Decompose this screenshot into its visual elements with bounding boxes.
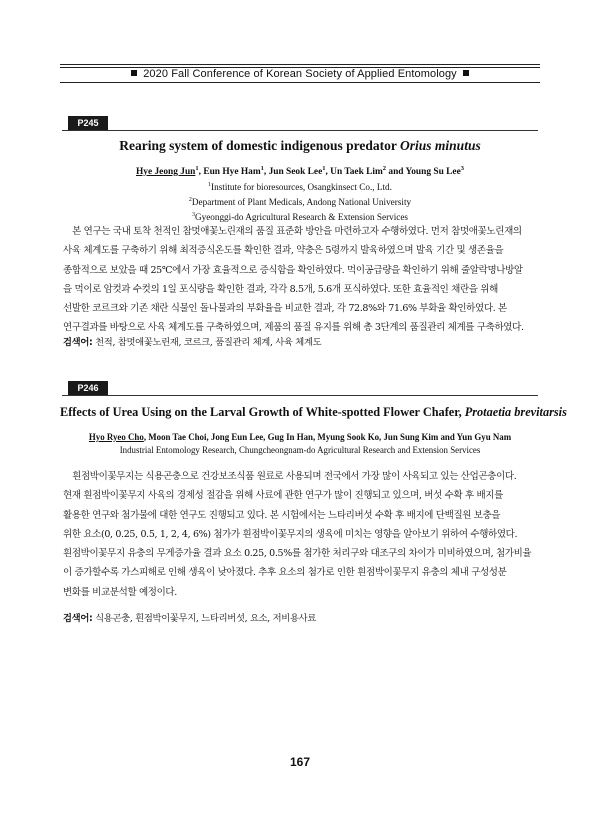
presenting-author: Hye Jeong Jun xyxy=(136,167,196,178)
affil-mark: 1 xyxy=(322,165,326,172)
body-line: 위한 요소(0, 0.25, 0.5, 1, 2, 4, 6%) 첨가가 흰점박이꽃무지의 생육에 미치는 영향을 알아보기 위하여 수행하였다. xyxy=(63,528,518,540)
abstract-title xyxy=(60,138,540,154)
affiliation-line xyxy=(60,194,540,209)
abstract-tag: P246 xyxy=(68,381,108,395)
affil-mark: 2 xyxy=(188,197,192,204)
affil-mark: 1 xyxy=(195,165,199,172)
keywords-text: 천적, 참멋애꽃노린재, 코르크, 품질관리 체계, 사육 체계도 xyxy=(92,337,322,348)
species-name: Protaetia brevitarsis xyxy=(464,405,567,419)
header-rule-top xyxy=(60,64,540,65)
section-rule xyxy=(62,395,538,396)
keywords-label: 검색어: xyxy=(63,613,93,624)
body-line: 연구결과를 바탕으로 사육 체계도를 구축하였으며, 제품의 품질 유지를 위해 총 3단계의 품질관리 체계를 구축하였다. xyxy=(63,322,524,334)
body-line: 을 먹이로 암컷과 수컷의 1일 포식량을 확인한 결과, 각각 8.5개, 5.6개 포식하였다. 또한 효율적인 채란을 위해 xyxy=(63,283,498,295)
keywords-label: 검색어: xyxy=(63,337,93,348)
header-rule-bottom xyxy=(60,82,540,83)
affiliation-line xyxy=(60,444,540,457)
title-text: Effects of Urea Using on the Larval Growth of White-spotted Flower Chafer, xyxy=(60,405,465,419)
affil-mark: 3 xyxy=(460,165,464,172)
body-line: 종합적으로 보았을 때 25℃에서 가장 효율적으로 증식함을 확인하였다. 먹이공급량을 확인하기 위해 줄알락명나방알 xyxy=(63,264,523,276)
abstract-body xyxy=(63,222,539,338)
author: , Jun Seok Lee xyxy=(263,167,323,178)
author: , Un Taek Lim xyxy=(325,167,383,178)
author: , Eun Hye Ham xyxy=(198,167,261,178)
square-bullet-icon xyxy=(131,70,137,76)
affiliation-text: Institute for bioresources, Osangkinsect Co., Ltd. xyxy=(211,182,392,193)
body-line: 현재 흰점박이꽃무지 사육의 경제성 절감을 위해 사료에 관한 연구가 많이 진행되고 있으며, 버섯 수확 후 배지를 xyxy=(63,490,503,502)
affiliations xyxy=(60,179,540,224)
square-bullet-icon xyxy=(463,70,469,76)
affil-mark: 3 xyxy=(191,212,195,219)
author: , Moon Tae Choi, Jong Eun Lee, Gug In Han, Myung Sook Ko, Jun Sung Kim and Yun Gyu Nam xyxy=(143,432,512,442)
affiliation-line xyxy=(60,179,540,194)
affil-mark: 1 xyxy=(208,182,212,188)
body-line: 활용한 연구와 첨가물에 대한 연구도 진행되고 있다. 본 시험에서는 느타리버섯 수확 후 배지에 단백질원 보충을 xyxy=(63,509,501,521)
author: and Young Su Lee xyxy=(386,167,461,178)
body-line: 흰점박이꽃무지는 식용곤충으로 건강보조식품 원료로 사용되며 전국에서 가장 많이 사육되고 있는 산업곤충이다. xyxy=(63,471,517,482)
affil-mark: 2 xyxy=(382,165,387,172)
body-line: 사육 체계도를 구축하기 위해 최적증식온도를 확인한 결과, 약충은 5령까지 발육하였으며 발육 기간 및 생존율을 xyxy=(63,245,504,257)
author-list xyxy=(60,163,540,178)
presenting-author: Hyo Ryeo Cho xyxy=(88,432,144,442)
abstract-title xyxy=(60,404,567,420)
abstract-body xyxy=(63,467,539,602)
page-number: 167 xyxy=(289,755,311,769)
body-line: 본 연구는 국내 토착 천적인 참멋애꽃노린재의 품질 표준화 방안을 마련하고자 수행하였다. 먼저 참멋애꽃노린재의 xyxy=(63,226,522,237)
affiliation-text: Gyeonggi-do Agricultural Research & Extension Services xyxy=(194,212,409,223)
running-header xyxy=(60,66,540,83)
keywords xyxy=(63,612,539,626)
keywords xyxy=(63,336,539,350)
species-name: Orius minutus xyxy=(400,138,481,153)
affiliations xyxy=(60,444,540,457)
section-rule xyxy=(62,130,538,131)
affil-mark: 1 xyxy=(260,165,264,172)
running-title: 2020 Fall Conference of Korean Society of Applied Entomology xyxy=(143,68,457,80)
affiliation-text: Department of Plant Medicals, Andong National University xyxy=(191,197,412,208)
body-line: 변화를 비교분석할 예정이다. xyxy=(63,586,177,598)
body-line: 이 증가할수록 가스피해로 인해 생육이 낮아졌다. 추후 요소의 첨가로 인한 흰점박이꽃무지 유충의 체내 구성성분 xyxy=(63,567,507,579)
title-text: Rearing system of domestic indigenous predator xyxy=(119,138,401,153)
abstract-tag: P245 xyxy=(68,116,108,130)
keywords-text: 식용곤충, 흰점박이꽃무지, 느타리버섯, 요소, 저비용사료 xyxy=(92,613,317,624)
body-line: 흰점박이꽃무지 유충의 무게증가율 결과 요소 0.25, 0.5%를 첨가한 처리구와 대조구의 차이가 미비하였으며, 첨가비율 xyxy=(63,548,532,560)
author-list xyxy=(60,431,540,443)
body-line: 선발한 코르크와 기존 채란 식물인 돌나물과의 부화율을 비교한 결과, 각 72.8%와 71.6% 부화율 확인하였다. 본 xyxy=(63,303,507,315)
affiliation-text: Industrial Entomology Research, Chungcheongnam-do Agricultural Research and Extension Services xyxy=(119,445,481,455)
